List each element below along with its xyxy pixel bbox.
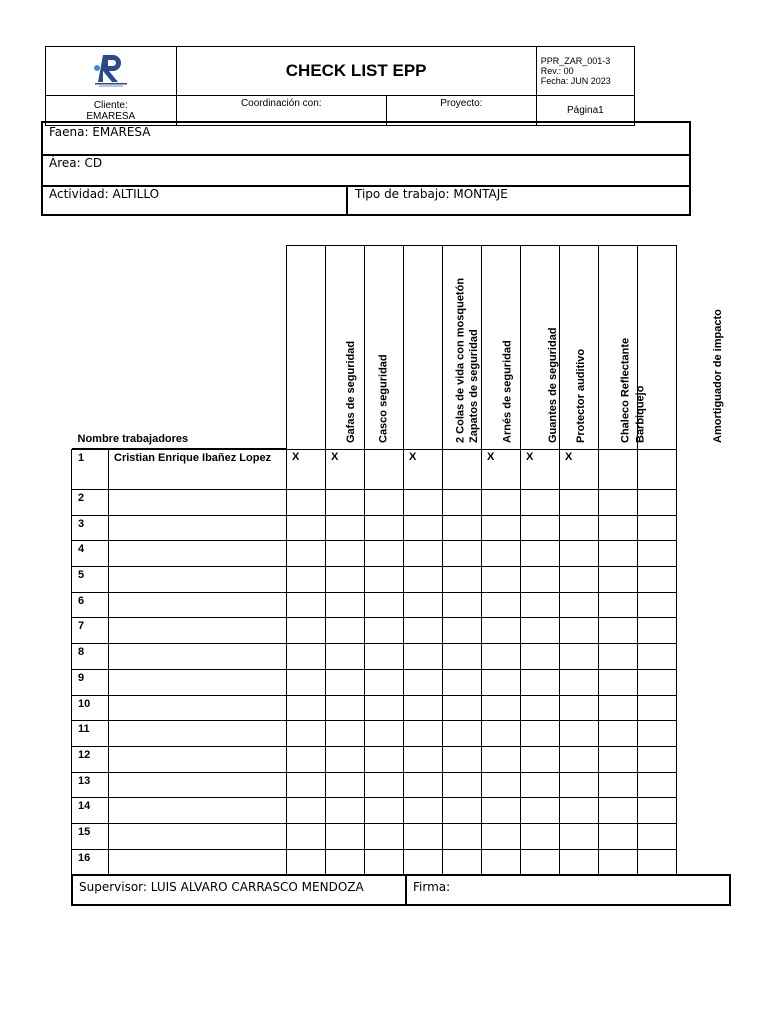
- epp-check-cell: [365, 772, 404, 798]
- epp-check-cell: [482, 772, 521, 798]
- epp-check-cell: [287, 618, 326, 644]
- epp-check-cell: [599, 772, 638, 798]
- epp-check-cell: [482, 490, 521, 516]
- epp-check-cell: [599, 567, 638, 593]
- epp-check-cell: [287, 772, 326, 798]
- epp-check-cell: [365, 450, 404, 490]
- epp-check-cell: [521, 567, 560, 593]
- name-column-header: Nombre trabajadores: [77, 432, 189, 445]
- epp-check-cell: [443, 695, 482, 721]
- epp-check-cell: [560, 644, 599, 670]
- epp-check-cell: [365, 592, 404, 618]
- worker-name: [109, 721, 287, 747]
- epp-check-cell: [599, 450, 638, 490]
- epp-column-header: [599, 246, 647, 450]
- worker-number: 6: [72, 592, 109, 618]
- epp-column-label: Chaleco Reflectante: [619, 337, 632, 443]
- worker-row: [72, 798, 677, 824]
- epp-column-header: [638, 246, 724, 450]
- epp-check-cell: [365, 567, 404, 593]
- worker-row: [72, 541, 677, 567]
- epp-check-cell: [638, 490, 677, 516]
- epp-check-cell: [521, 515, 560, 541]
- epp-column-header: [287, 246, 358, 450]
- document-code: PPR_ZAR_001-3: [540, 56, 611, 66]
- worker-name: [109, 490, 287, 516]
- worker-number: 1: [72, 450, 109, 490]
- epp-check-cell: [404, 721, 443, 747]
- worker-name: [109, 695, 287, 721]
- epp-check-cell: [326, 618, 365, 644]
- worker-number: 4: [72, 541, 109, 567]
- epp-check-cell: [404, 541, 443, 567]
- epp-check-cell: [287, 490, 326, 516]
- epp-check-cell: [443, 823, 482, 849]
- epp-check-cell: [482, 592, 521, 618]
- epp-check-cell: X: [404, 450, 443, 490]
- epp-check-cell: [326, 695, 365, 721]
- epp-check-cell: [365, 695, 404, 721]
- epp-check-cell: [599, 746, 638, 772]
- epp-check-cell: [560, 695, 599, 721]
- epp-check-cell: [404, 490, 443, 516]
- area-row: [43, 154, 689, 187]
- epp-column-label: Zapatos de seguridad: [467, 329, 480, 443]
- epp-check-cell: [326, 541, 365, 567]
- epp-check-cell: [482, 541, 521, 567]
- epp-check-cell: [638, 644, 677, 670]
- epp-check-cell: [287, 644, 326, 670]
- epp-check-cell: [443, 721, 482, 747]
- epp-column-label: Guantes de seguridad: [546, 327, 559, 443]
- document-header: [45, 46, 635, 126]
- area-text: Área: CD: [49, 156, 103, 170]
- epp-check-cell: [404, 798, 443, 824]
- epp-check-cell: X: [482, 450, 521, 490]
- epp-check-cell: [443, 490, 482, 516]
- epp-check-cell: [638, 823, 677, 849]
- worker-name: [109, 592, 287, 618]
- epp-check-cell: [482, 823, 521, 849]
- epp-check-cell: [521, 695, 560, 721]
- epp-check-cell: [482, 644, 521, 670]
- worker-row: [72, 644, 677, 670]
- document-revision: Rev.: 00: [540, 66, 574, 76]
- epp-check-cell: [521, 541, 560, 567]
- epp-check-cell: [443, 849, 482, 875]
- epp-check-cell: [443, 592, 482, 618]
- epp-check-cell: [365, 515, 404, 541]
- worker-name: Cristian Enrique Ibañez Lopez: [109, 450, 287, 490]
- worker-name: [109, 541, 287, 567]
- epp-check-cell: [482, 567, 521, 593]
- worker-number: 13: [72, 772, 109, 798]
- epp-check-cell: [521, 849, 560, 875]
- faena-text: Faena: EMARESA: [49, 125, 151, 139]
- epp-check-cell: [560, 798, 599, 824]
- epp-check-cell: [287, 746, 326, 772]
- supervisor-text: Supervisor: LUIS ALVARO CARRASCO MENDOZA: [79, 880, 364, 894]
- page-number: Página1: [536, 96, 634, 126]
- epp-check-cell: [443, 450, 482, 490]
- worker-name: [109, 772, 287, 798]
- epp-check-cell: [404, 823, 443, 849]
- worker-row: [72, 490, 677, 516]
- epp-column-label: Arnés de seguridad: [501, 340, 514, 443]
- document-title: CHECK LIST EPP: [176, 47, 536, 96]
- epp-check-cell: [326, 669, 365, 695]
- epp-check-cell: [365, 490, 404, 516]
- epp-check-cell: [404, 772, 443, 798]
- worker-number: 3: [72, 515, 109, 541]
- worker-name: [109, 669, 287, 695]
- epp-check-cell: [638, 515, 677, 541]
- epp-check-cell: [287, 541, 326, 567]
- worker-name: [109, 746, 287, 772]
- faena-row: [43, 123, 689, 156]
- epp-check-cell: [326, 721, 365, 747]
- epp-check-cell: [599, 490, 638, 516]
- worker-number: 10: [72, 695, 109, 721]
- epp-check-cell: [599, 798, 638, 824]
- epp-check-cell: [638, 746, 677, 772]
- epp-check-cell: [326, 798, 365, 824]
- epp-check-cell: [287, 567, 326, 593]
- worker-number: 16: [72, 849, 109, 875]
- worker-row: [72, 669, 677, 695]
- epp-check-cell: [443, 798, 482, 824]
- epp-column-header: [482, 246, 559, 450]
- epp-check-cell: [443, 541, 482, 567]
- epp-check-cell: [638, 695, 677, 721]
- client-label: Cliente:: [93, 99, 128, 111]
- epp-check-cell: [599, 695, 638, 721]
- worker-name: [109, 618, 287, 644]
- worker-name: [109, 515, 287, 541]
- epp-check-cell: [404, 746, 443, 772]
- epp-column-label: Amortiguador de impacto: [711, 309, 724, 443]
- epp-check-cell: [521, 644, 560, 670]
- epp-column-label: Protector auditivo: [575, 348, 588, 443]
- epp-column-header: [326, 246, 390, 450]
- epp-check-cell: [287, 592, 326, 618]
- epp-check-cell: [365, 721, 404, 747]
- epp-check-cell: [482, 618, 521, 644]
- epp-check-cell: [404, 695, 443, 721]
- epp-check-cell: [404, 515, 443, 541]
- epp-column-label: Barbiquejo: [634, 385, 647, 443]
- epp-check-cell: [443, 644, 482, 670]
- epp-column-header: [521, 246, 588, 450]
- worker-row: [72, 772, 677, 798]
- epp-check-cell: [521, 592, 560, 618]
- worker-row: [72, 515, 677, 541]
- epp-check-cell: [638, 567, 677, 593]
- epp-check-cell: [560, 669, 599, 695]
- epp-check-cell: [443, 746, 482, 772]
- epp-check-cell: [482, 849, 521, 875]
- epp-check-cell: [287, 515, 326, 541]
- epp-check-cell: [326, 592, 365, 618]
- epp-check-cell: [326, 515, 365, 541]
- company-logo-icon: [89, 51, 133, 87]
- signature-box: [71, 874, 731, 906]
- epp-check-cell: [287, 798, 326, 824]
- work-info-box: [41, 121, 691, 216]
- epp-check-cell: [638, 618, 677, 644]
- epp-check-cell: [404, 592, 443, 618]
- epp-check-cell: [560, 721, 599, 747]
- epp-column-label: Gafas de seguridad: [345, 340, 358, 443]
- epp-check-cell: [599, 618, 638, 644]
- epp-check-cell: [287, 849, 326, 875]
- epp-column-label: 2 Colas de vida con mosquetón: [454, 277, 467, 443]
- epp-check-cell: X: [287, 450, 326, 490]
- epp-check-cell: [326, 823, 365, 849]
- epp-check-cell: [599, 515, 638, 541]
- project-label: Proyecto:: [440, 98, 483, 109]
- epp-check-cell: [560, 515, 599, 541]
- epp-check-cell: [326, 644, 365, 670]
- epp-check-cell: [365, 618, 404, 644]
- worker-row: [72, 721, 677, 747]
- epp-check-cell: [365, 669, 404, 695]
- epp-check-cell: [287, 823, 326, 849]
- epp-check-cell: X: [326, 450, 365, 490]
- epp-check-cell: [599, 849, 638, 875]
- epp-check-cell: [560, 541, 599, 567]
- epp-check-cell: [482, 798, 521, 824]
- epp-check-cell: [599, 644, 638, 670]
- worker-number: 9: [72, 669, 109, 695]
- worker-name: [109, 823, 287, 849]
- epp-check-cell: [326, 746, 365, 772]
- epp-check-cell: [326, 567, 365, 593]
- activity-divider: [346, 185, 348, 214]
- epp-check-cell: [638, 541, 677, 567]
- worker-row: [72, 592, 677, 618]
- epp-check-cell: [638, 849, 677, 875]
- logo-cell: [46, 47, 177, 96]
- epp-check-cell: [482, 721, 521, 747]
- epp-checklist-table: [71, 245, 724, 875]
- worker-row: [72, 567, 677, 593]
- epp-check-cell: [560, 746, 599, 772]
- worker-row: [72, 823, 677, 849]
- epp-check-cell: [326, 772, 365, 798]
- worker-number: 11: [72, 721, 109, 747]
- epp-check-cell: [521, 669, 560, 695]
- epp-check-cell: [404, 567, 443, 593]
- worker-number: 15: [72, 823, 109, 849]
- epp-check-cell: [638, 798, 677, 824]
- epp-column-header: [443, 246, 514, 450]
- epp-check-cell: [521, 823, 560, 849]
- epp-check-cell: [599, 592, 638, 618]
- worker-number: 8: [72, 644, 109, 670]
- epp-check-cell: [521, 798, 560, 824]
- epp-check-cell: [638, 450, 677, 490]
- epp-column-header: [560, 246, 632, 450]
- worker-row: [72, 618, 677, 644]
- epp-check-cell: [482, 669, 521, 695]
- epp-check-cell: X: [560, 450, 599, 490]
- epp-check-cell: [560, 772, 599, 798]
- worker-number: 7: [72, 618, 109, 644]
- worker-row: [72, 849, 677, 875]
- document-code-block: [536, 47, 634, 96]
- epp-check-cell: [365, 849, 404, 875]
- epp-check-cell: [404, 644, 443, 670]
- epp-check-cell: [482, 695, 521, 721]
- epp-check-cell: [521, 721, 560, 747]
- epp-check-cell: [638, 669, 677, 695]
- worker-name: [109, 567, 287, 593]
- worker-number: 2: [72, 490, 109, 516]
- epp-check-cell: [365, 823, 404, 849]
- epp-check-cell: [443, 515, 482, 541]
- worker-number: 5: [72, 567, 109, 593]
- epp-check-cell: [599, 669, 638, 695]
- document-date: Fecha: JUN 2023: [540, 76, 611, 86]
- epp-check-cell: [287, 695, 326, 721]
- epp-check-cell: [638, 772, 677, 798]
- epp-check-cell: [443, 669, 482, 695]
- epp-check-cell: [560, 849, 599, 875]
- epp-check-cell: [443, 567, 482, 593]
- activity-text: Actividad: ALTILLO: [49, 187, 160, 201]
- epp-check-cell: [560, 490, 599, 516]
- worker-row: [72, 450, 677, 490]
- epp-check-cell: [521, 772, 560, 798]
- worker-name: [109, 849, 287, 875]
- epp-check-cell: [638, 592, 677, 618]
- signature-divider: [405, 876, 407, 904]
- epp-check-cell: [404, 849, 443, 875]
- epp-check-cell: [560, 618, 599, 644]
- epp-column-label: Casco seguridad: [377, 354, 390, 443]
- epp-check-cell: [482, 515, 521, 541]
- epp-check-cell: [599, 721, 638, 747]
- worker-row: [72, 695, 677, 721]
- epp-check-cell: [521, 746, 560, 772]
- epp-check-cell: [521, 490, 560, 516]
- epp-check-cell: [365, 541, 404, 567]
- epp-check-cell: [287, 721, 326, 747]
- epp-check-cell: [365, 798, 404, 824]
- epp-column-header: [365, 246, 467, 450]
- checklist-header-row: [72, 246, 677, 450]
- epp-check-cell: [365, 644, 404, 670]
- epp-check-cell: [287, 669, 326, 695]
- epp-check-cell: [365, 746, 404, 772]
- epp-check-cell: [560, 567, 599, 593]
- worker-name: [109, 798, 287, 824]
- epp-check-cell: [326, 849, 365, 875]
- epp-check-cell: [599, 541, 638, 567]
- epp-check-cell: [560, 592, 599, 618]
- worker-number: 14: [72, 798, 109, 824]
- work-type-text: Tipo de trabajo: MONTAJE: [355, 187, 508, 201]
- epp-check-cell: [638, 721, 677, 747]
- worker-number: 12: [72, 746, 109, 772]
- signature-label: Firma:: [413, 880, 451, 894]
- checklist-body: [72, 450, 677, 875]
- client-value: EMARESA: [86, 110, 136, 122]
- epp-check-cell: [599, 823, 638, 849]
- epp-check-cell: [560, 823, 599, 849]
- epp-check-cell: [326, 490, 365, 516]
- epp-check-cell: X: [521, 450, 560, 490]
- name-header-cell: [72, 246, 287, 450]
- epp-check-cell: [443, 618, 482, 644]
- epp-check-cell: [404, 618, 443, 644]
- epp-check-cell: [482, 746, 521, 772]
- epp-check-cell: [404, 669, 443, 695]
- coordination-label: Coordinación con:: [240, 98, 322, 109]
- worker-name: [109, 644, 287, 670]
- epp-check-cell: [521, 618, 560, 644]
- activity-row: [43, 185, 689, 214]
- epp-check-cell: [443, 772, 482, 798]
- worker-row: [72, 746, 677, 772]
